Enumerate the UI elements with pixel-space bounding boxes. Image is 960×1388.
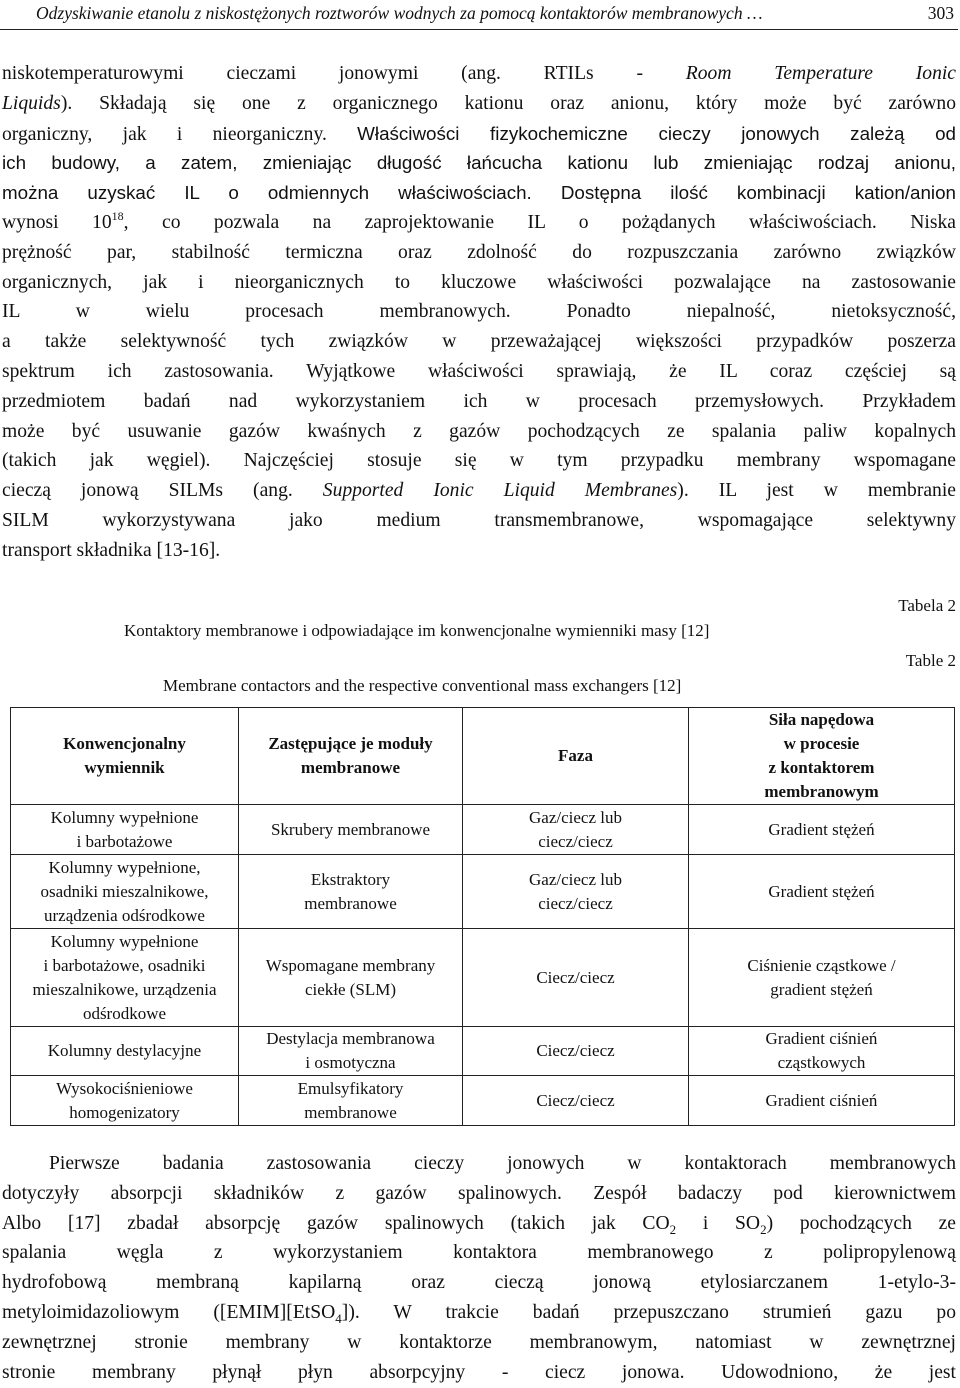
text-run: metyloimidazoliowym ([EMIM][EtSO: [2, 1301, 336, 1323]
table-header-row: [11, 708, 955, 805]
table-cell: Kolumny wypełnione i barbotażowe: [11, 805, 239, 855]
para1-line: SILM wykorzystywana jako medium transmembranowe, wspomagające selektywny: [2, 509, 956, 531]
table-cell: Ciecz/ciecz: [463, 929, 689, 1027]
para2-line: dotyczyły absorpcji składników z gazów spalinowych. Zespół badaczy pod kierownictwem: [2, 1182, 956, 1204]
superscript: 18: [111, 208, 124, 223]
table-cell: Gradient stężeń: [689, 805, 955, 855]
para1-line: [2, 89, 956, 119]
table-label-en: Table 2: [905, 651, 956, 670]
running-head: [0, 0, 958, 30]
para1-line: prężność par, stabilność termiczna oraz zdolność do rozpuszczania zarówno związków: [2, 241, 956, 263]
para1-line: ich budowy, a zatem, zmieniając długość łańcucha kationu lub zmieniając rodzaj anionu,: [2, 152, 956, 174]
para1-line: [2, 357, 956, 387]
text-run: , co pozwala na zaprojektowanie IL o pożądanych właściwościach.: [123, 211, 911, 233]
header-conventional-exchanger: Konwencjonalny wymiennik: [11, 708, 239, 805]
table-title-pl: Kontaktory membranowe i odpowiadające im konwencjonalne wymienniki masy [12]: [124, 621, 710, 640]
para1-line: [2, 178, 956, 208]
para2-line: hydrofobową membraną kapilarną oraz cieczą jonową etylosiarczanem 1-etylo-3-: [2, 1272, 956, 1294]
text-run: Ponadto niepalność, nietoksyczność,: [566, 301, 956, 323]
text-run: ]). W trakcie badań przepuszczano strumień gazu po: [341, 1301, 956, 1323]
page-number: 303: [927, 3, 954, 23]
text-run-sans: można uzyskać IL o odmiennych właściwościach.: [2, 182, 561, 204]
table-cell: Wysokociśnieniowe homogenizatory: [11, 1076, 239, 1126]
paragraph-first-studies: [2, 1149, 956, 1387]
para1-line: [2, 446, 956, 476]
subscript: 2: [760, 1221, 767, 1237]
text-run: Niska: [910, 211, 956, 233]
text-run-italic: Liquids: [2, 92, 61, 114]
table-cell: Ekstraktory membranowe: [239, 855, 463, 929]
table-cell: Skrubery membranowe: [239, 805, 463, 855]
text-run: niskotemperaturowymi cieczami jonowymi (ang. RTILs -: [2, 63, 686, 84]
text-run: i SO: [676, 1212, 761, 1234]
paragraph-ionic-liquids: [2, 59, 956, 566]
table-cell: Ciecz/ciecz: [463, 1076, 689, 1126]
text-run: IL w wielu procesach membranowych.: [2, 301, 567, 323]
subscript: 4: [335, 1310, 342, 1326]
text-run-sans: Właściwości fizykochemiczne cieczy jonowych zależą od: [357, 122, 956, 144]
table-row: [11, 1076, 955, 1126]
para1-line: może być usuwanie gazów kwaśnych z gazów pochodzących ze spalania paliw kopalnych: [2, 420, 956, 442]
para2-line: [2, 1149, 956, 1179]
text-run: Albo [17] zbadał absorpcję gazów spalinowych (takich jak CO: [2, 1212, 670, 1234]
mass-exchangers-table: [10, 707, 955, 1126]
para1-line: [2, 297, 956, 327]
para2-line: [2, 1209, 956, 1239]
text-run: przedmiotem badań nad wykorzystaniem ich w procesach przemysłowych.: [2, 390, 863, 412]
table-row: [11, 929, 955, 1027]
table-row: [11, 1027, 955, 1076]
para2-line: [2, 1298, 956, 1328]
text-run-italic: Room Temperature Ionic: [685, 63, 957, 84]
header-membrane-modules: Zastępujące je moduły membranowe: [239, 708, 463, 805]
para1-line: [2, 476, 956, 506]
para1-line: transport składnika [13-16].: [2, 539, 221, 561]
table-cell: Kolumny wypełnione, osadniki mieszalnikowe, urządzenia odśrodkowe: [11, 855, 239, 929]
text-run: ). IL jest w membranie: [677, 480, 956, 502]
text-run: organiczny, jak i nieorganiczny.: [2, 123, 358, 145]
table-row: [11, 805, 955, 855]
para1-line: [2, 59, 956, 89]
para1-line: [2, 119, 956, 149]
table-cell: Kolumny destylacyjne: [11, 1027, 239, 1076]
para2-line: stronie membrany płynął płyn absorpcyjny - ciecz jonowa. Udowodniono, że jest: [2, 1361, 956, 1383]
para1-line: organicznych, jak i nieorganicznych to kluczowe właściwości pozwalające na zastosowanie: [2, 271, 956, 293]
text-run: ). Składają się one z organicznego kationu oraz anionu, który może być zarówno: [60, 92, 956, 114]
table-cell: Gaz/ciecz lub ciecz/ciecz: [463, 855, 689, 929]
text-run: Pierwsze badania zastosowania cieczy jonowych w kontaktorach membranowych: [49, 1153, 956, 1174]
table-title-en: Membrane contactors and the respective conventional mass exchangers [12]: [163, 676, 682, 695]
text-run: cieczą jonową SILMs (ang.: [2, 480, 323, 502]
table-cell: Kolumny wypełnione i barbotażowe, osadniki mieszalnikowe, urządzenia odśrodkowe: [11, 929, 239, 1027]
table-label-pl: Tabela 2: [898, 596, 956, 615]
table-cell: Wspomagane membrany ciekłe (SLM): [239, 929, 463, 1027]
table-cell: Destylacja membranowa i osmotyczna: [239, 1027, 463, 1076]
running-head-title: Odzyskiwanie etanolu z niskostężonych roztworów wodnych za pomocą kontaktorów membranowych …: [36, 3, 763, 23]
header-driving-force: Siła napędowa w procesie z kontaktorem membranowym: [689, 708, 955, 805]
para2-line: spalania węgla z wykorzystaniem kontaktora membranowego z polipropylenową: [2, 1242, 956, 1264]
table-cell: Ciecz/ciecz: [463, 1027, 689, 1076]
text-run-italic: Supported Ionic Liquid Membranes: [322, 480, 678, 502]
para1-line: [2, 208, 956, 238]
text-run: ) pochodzących ze: [766, 1212, 957, 1234]
table-cell: Gradient stężeń: [689, 855, 955, 929]
text-run: spektrum ich zastosowania.: [2, 360, 307, 382]
para1-line: a także selektywność tych związków w przeważającej większości przypadków poszerza: [2, 331, 956, 353]
text-run: wynosi 10: [2, 211, 112, 233]
text-run: Przykładem: [862, 390, 956, 412]
table-cell: Emulsyfikatory membranowe: [239, 1076, 463, 1126]
para2-line: zewnętrznej stronie membrany w kontaktorze membranowym, natomiast w zewnętrznej: [2, 1331, 956, 1353]
table-cell: Gaz/ciecz lub ciecz/ciecz: [463, 805, 689, 855]
text-run-sans: Dostępna ilość kombinacji kation/anion: [560, 182, 956, 204]
subscript: 2: [669, 1221, 677, 1237]
table-cell: Gradient ciśnień: [689, 1076, 955, 1126]
text-run: Najczęściej stosuje się w tym przypadku membrany wspomagane: [243, 450, 956, 472]
text-run: (takich jak węgiel).: [2, 450, 244, 472]
table-row: [11, 855, 955, 929]
para1-line: [2, 387, 956, 417]
table-cell: Gradient ciśnień cząstkowych: [689, 1027, 955, 1076]
text-run: Wyjątkowe właściwości sprawiają, że IL coraz częściej są: [306, 360, 956, 382]
table-cell: Ciśnienie cząstkowe / gradient stężeń: [689, 929, 955, 1027]
header-phase: Faza: [463, 708, 689, 805]
